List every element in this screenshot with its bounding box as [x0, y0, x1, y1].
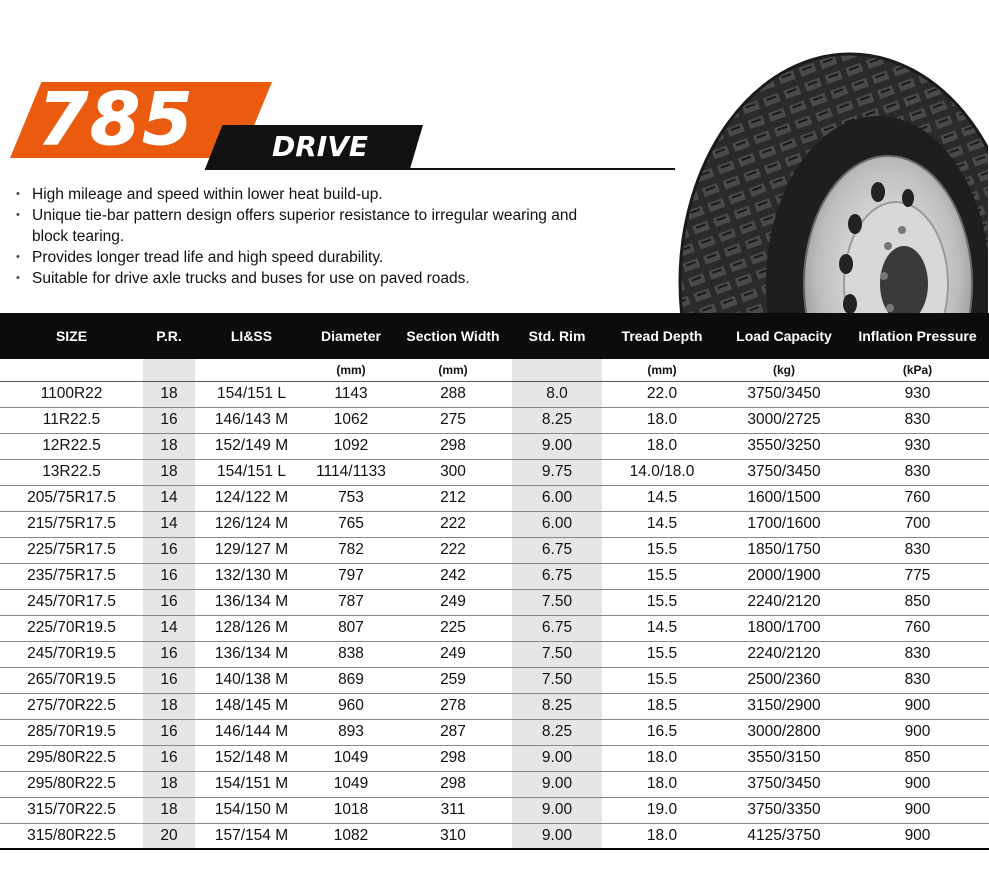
cell-load-speed: 152/149 M: [195, 433, 308, 459]
cell-load-speed: 132/130 M: [195, 563, 308, 589]
header-load-speed: LI&SS: [195, 313, 308, 359]
cell-std-rim: 6.75: [512, 537, 602, 563]
cell-inflation-pressure: 830: [846, 407, 989, 433]
cell-tread-depth: 16.5: [602, 719, 722, 745]
cell-section-width: 310: [394, 823, 512, 849]
cell-section-width: 242: [394, 563, 512, 589]
cell-section-width: 222: [394, 511, 512, 537]
unit-diameter: (mm): [308, 359, 394, 381]
cell-size: 275/70R22.5: [0, 693, 143, 719]
cell-std-rim: 9.75: [512, 459, 602, 485]
cell-ply-rating: 16: [143, 667, 195, 693]
cell-load-speed: 136/134 M: [195, 589, 308, 615]
cell-inflation-pressure: 900: [846, 771, 989, 797]
cell-load-speed: 152/148 M: [195, 745, 308, 771]
cell-load-capacity: 2240/2120: [722, 589, 846, 615]
cell-load-speed: 129/127 M: [195, 537, 308, 563]
cell-load-speed: 136/134 M: [195, 641, 308, 667]
cell-ply-rating: 18: [143, 381, 195, 407]
cell-size: 245/70R19.5: [0, 641, 143, 667]
cell-std-rim: 7.50: [512, 589, 602, 615]
unit-inflation-pressure: (kPa): [846, 359, 989, 381]
cell-tread-depth: 18.0: [602, 433, 722, 459]
cell-size: 315/80R22.5: [0, 823, 143, 849]
cell-section-width: 225: [394, 615, 512, 641]
table-row: [0, 511, 989, 537]
header-load-capacity: Load Capacity: [722, 313, 846, 359]
tire-image: [650, 52, 988, 314]
cell-diameter: 838: [308, 641, 394, 667]
cell-section-width: 287: [394, 719, 512, 745]
cell-tread-depth: 15.5: [602, 667, 722, 693]
cell-size: 235/75R17.5: [0, 563, 143, 589]
cell-inflation-pressure: 700: [846, 511, 989, 537]
unit-std-rim: [512, 359, 602, 381]
model-number: 785: [38, 77, 195, 161]
cell-tread-depth: 18.0: [602, 745, 722, 771]
cell-diameter: 893: [308, 719, 394, 745]
cell-load-capacity: 3750/3450: [722, 381, 846, 407]
feature-item: • Suitable for drive axle trucks and buses for use on paved roads.: [14, 268, 614, 289]
cell-ply-rating: 16: [143, 407, 195, 433]
cell-size: 245/70R17.5: [0, 589, 143, 615]
cell-tread-depth: 18.0: [602, 407, 722, 433]
cell-inflation-pressure: 900: [846, 719, 989, 745]
cell-section-width: 278: [394, 693, 512, 719]
table-row: [0, 667, 989, 693]
cell-section-width: 212: [394, 485, 512, 511]
cell-inflation-pressure: 760: [846, 485, 989, 511]
table-row: [0, 381, 989, 407]
cell-size: 225/75R17.5: [0, 537, 143, 563]
cell-load-speed: 126/124 M: [195, 511, 308, 537]
cell-load-speed: 154/151 M: [195, 771, 308, 797]
table-row: [0, 693, 989, 719]
table-row: [0, 615, 989, 641]
cell-diameter: 1143: [308, 381, 394, 407]
cell-diameter: 797: [308, 563, 394, 589]
header-section-width: Section Width: [394, 313, 512, 359]
header-size: SIZE: [0, 313, 143, 359]
table-row: [0, 459, 989, 485]
cell-size: 225/70R19.5: [0, 615, 143, 641]
cell-ply-rating: 14: [143, 511, 195, 537]
cell-load-speed: 146/144 M: [195, 719, 308, 745]
header-divider: [205, 168, 675, 170]
cell-section-width: 288: [394, 381, 512, 407]
cell-inflation-pressure: 900: [846, 797, 989, 823]
cell-load-capacity: 1700/1600: [722, 511, 846, 537]
unit-section-width: (mm): [394, 359, 512, 381]
feature-item: • Unique tie-bar pattern design offers superior resistance to irregular wearing and block tearing.: [14, 205, 614, 247]
table-row: [0, 537, 989, 563]
cell-tread-depth: 18.5: [602, 693, 722, 719]
header-inflation-pressure: Inflation Pressure: [846, 313, 989, 359]
cell-load-capacity: 4125/3750: [722, 823, 846, 849]
cell-load-capacity: 3550/3250: [722, 433, 846, 459]
cell-ply-rating: 16: [143, 641, 195, 667]
cell-diameter: 869: [308, 667, 394, 693]
cell-inflation-pressure: 850: [846, 589, 989, 615]
cell-load-capacity: 2000/1900: [722, 563, 846, 589]
cell-std-rim: 9.00: [512, 823, 602, 849]
cell-std-rim: 6.00: [512, 511, 602, 537]
cell-ply-rating: 14: [143, 615, 195, 641]
cell-ply-rating: 18: [143, 797, 195, 823]
header-tread-depth: Tread Depth: [602, 313, 722, 359]
cell-std-rim: 7.50: [512, 667, 602, 693]
cell-diameter: 787: [308, 589, 394, 615]
header-ply-rating: P.R.: [143, 313, 195, 359]
cell-ply-rating: 18: [143, 459, 195, 485]
unit-ply-rating: [143, 359, 195, 381]
cell-ply-rating: 16: [143, 719, 195, 745]
cell-tread-depth: 18.0: [602, 771, 722, 797]
table-row: [0, 433, 989, 459]
cell-load-speed: 128/126 M: [195, 615, 308, 641]
cell-size: 11R22.5: [0, 407, 143, 433]
cell-load-capacity: 1800/1700: [722, 615, 846, 641]
cell-inflation-pressure: 830: [846, 459, 989, 485]
cell-size: 315/70R22.5: [0, 797, 143, 823]
cell-tread-depth: 19.0: [602, 797, 722, 823]
cell-tread-depth: 22.0: [602, 381, 722, 407]
cell-size: 13R22.5: [0, 459, 143, 485]
cell-load-speed: 154/151 L: [195, 459, 308, 485]
cell-diameter: 1018: [308, 797, 394, 823]
cell-ply-rating: 14: [143, 485, 195, 511]
cell-diameter: 960: [308, 693, 394, 719]
cell-load-capacity: 3550/3150: [722, 745, 846, 771]
feature-list: [14, 184, 614, 289]
cell-ply-rating: 16: [143, 745, 195, 771]
cell-load-capacity: 3750/3450: [722, 459, 846, 485]
cell-ply-rating: 16: [143, 589, 195, 615]
cell-ply-rating: 18: [143, 433, 195, 459]
cell-tread-depth: 14.5: [602, 615, 722, 641]
category-label: DRIVE: [272, 130, 369, 163]
unit-load-capacity: (kg): [722, 359, 846, 381]
cell-diameter: 1092: [308, 433, 394, 459]
cell-std-rim: 9.00: [512, 433, 602, 459]
units-row: [0, 359, 989, 381]
cell-load-capacity: 3000/2800: [722, 719, 846, 745]
cell-load-speed: 148/145 M: [195, 693, 308, 719]
header-diameter: Diameter: [308, 313, 394, 359]
cell-std-rim: 6.75: [512, 563, 602, 589]
cell-section-width: 222: [394, 537, 512, 563]
cell-load-capacity: 2500/2360: [722, 667, 846, 693]
cell-size: 295/80R22.5: [0, 745, 143, 771]
cell-load-speed: 124/122 M: [195, 485, 308, 511]
cell-size: 1100R22: [0, 381, 143, 407]
cell-diameter: 765: [308, 511, 394, 537]
cell-inflation-pressure: 930: [846, 381, 989, 407]
table-row: [0, 745, 989, 771]
cell-std-rim: 8.25: [512, 719, 602, 745]
unit-size: [0, 359, 143, 381]
cell-section-width: 298: [394, 433, 512, 459]
cell-tread-depth: 14.5: [602, 485, 722, 511]
cell-inflation-pressure: 930: [846, 433, 989, 459]
cell-size: 285/70R19.5: [0, 719, 143, 745]
table-header-row: [0, 313, 989, 359]
unit-load-speed: [195, 359, 308, 381]
cell-ply-rating: 18: [143, 693, 195, 719]
cell-inflation-pressure: 830: [846, 667, 989, 693]
cell-tread-depth: 15.5: [602, 563, 722, 589]
cell-std-rim: 9.00: [512, 797, 602, 823]
feature-item: • High mileage and speed within lower heat build-up.: [14, 184, 614, 205]
cell-load-speed: 140/138 M: [195, 667, 308, 693]
cell-ply-rating: 18: [143, 771, 195, 797]
cell-size: 265/70R19.5: [0, 667, 143, 693]
table-row: [0, 407, 989, 433]
unit-tread-depth: (mm): [602, 359, 722, 381]
cell-section-width: 311: [394, 797, 512, 823]
cell-diameter: 1049: [308, 745, 394, 771]
cell-std-rim: 6.75: [512, 615, 602, 641]
cell-load-capacity: 2240/2120: [722, 641, 846, 667]
cell-load-capacity: 3000/2725: [722, 407, 846, 433]
tire-illustration: [650, 52, 988, 314]
cell-ply-rating: 16: [143, 537, 195, 563]
cell-std-rim: 8.0: [512, 381, 602, 407]
table-row: [0, 823, 989, 849]
table-row: [0, 641, 989, 667]
cell-load-speed: 154/150 M: [195, 797, 308, 823]
cell-inflation-pressure: 850: [846, 745, 989, 771]
cell-tread-depth: 15.5: [602, 589, 722, 615]
header-std-rim: Std. Rim: [512, 313, 602, 359]
cell-inflation-pressure: 900: [846, 823, 989, 849]
cell-diameter: 807: [308, 615, 394, 641]
cell-load-capacity: 3150/2900: [722, 693, 846, 719]
feature-item: • Provides longer tread life and high speed durability.: [14, 247, 614, 268]
cell-diameter: 1114/1133: [308, 459, 394, 485]
cell-section-width: 275: [394, 407, 512, 433]
cell-size: 295/80R22.5: [0, 771, 143, 797]
cell-inflation-pressure: 900: [846, 693, 989, 719]
cell-inflation-pressure: 760: [846, 615, 989, 641]
cell-diameter: 1049: [308, 771, 394, 797]
cell-inflation-pressure: 830: [846, 537, 989, 563]
cell-diameter: 782: [308, 537, 394, 563]
cell-load-speed: 157/154 M: [195, 823, 308, 849]
cell-section-width: 259: [394, 667, 512, 693]
table-row: [0, 485, 989, 511]
table-row: [0, 797, 989, 823]
cell-tread-depth: 14.0/18.0: [602, 459, 722, 485]
table-row: [0, 563, 989, 589]
cell-size: 215/75R17.5: [0, 511, 143, 537]
cell-diameter: 1062: [308, 407, 394, 433]
cell-diameter: 1082: [308, 823, 394, 849]
cell-load-capacity: 1850/1750: [722, 537, 846, 563]
cell-std-rim: 9.00: [512, 745, 602, 771]
table-row: [0, 719, 989, 745]
cell-std-rim: 8.25: [512, 407, 602, 433]
cell-section-width: 298: [394, 745, 512, 771]
cell-std-rim: 9.00: [512, 771, 602, 797]
spec-table: [0, 313, 989, 850]
cell-ply-rating: 16: [143, 563, 195, 589]
cell-load-capacity: 3750/3450: [722, 771, 846, 797]
cell-tread-depth: 15.5: [602, 537, 722, 563]
cell-inflation-pressure: 830: [846, 641, 989, 667]
cell-tread-depth: 15.5: [602, 641, 722, 667]
cell-tread-depth: 14.5: [602, 511, 722, 537]
cell-section-width: 298: [394, 771, 512, 797]
cell-tread-depth: 18.0: [602, 823, 722, 849]
table-row: [0, 771, 989, 797]
cell-section-width: 300: [394, 459, 512, 485]
cell-std-rim: 8.25: [512, 693, 602, 719]
cell-load-capacity: 1600/1500: [722, 485, 846, 511]
cell-load-speed: 146/143 M: [195, 407, 308, 433]
cell-size: 205/75R17.5: [0, 485, 143, 511]
cell-std-rim: 7.50: [512, 641, 602, 667]
cell-ply-rating: 20: [143, 823, 195, 849]
cell-section-width: 249: [394, 589, 512, 615]
cell-load-speed: 154/151 L: [195, 381, 308, 407]
table-row: [0, 589, 989, 615]
cell-inflation-pressure: 775: [846, 563, 989, 589]
cell-diameter: 753: [308, 485, 394, 511]
cell-size: 12R22.5: [0, 433, 143, 459]
cell-load-capacity: 3750/3350: [722, 797, 846, 823]
cell-section-width: 249: [394, 641, 512, 667]
cell-std-rim: 6.00: [512, 485, 602, 511]
